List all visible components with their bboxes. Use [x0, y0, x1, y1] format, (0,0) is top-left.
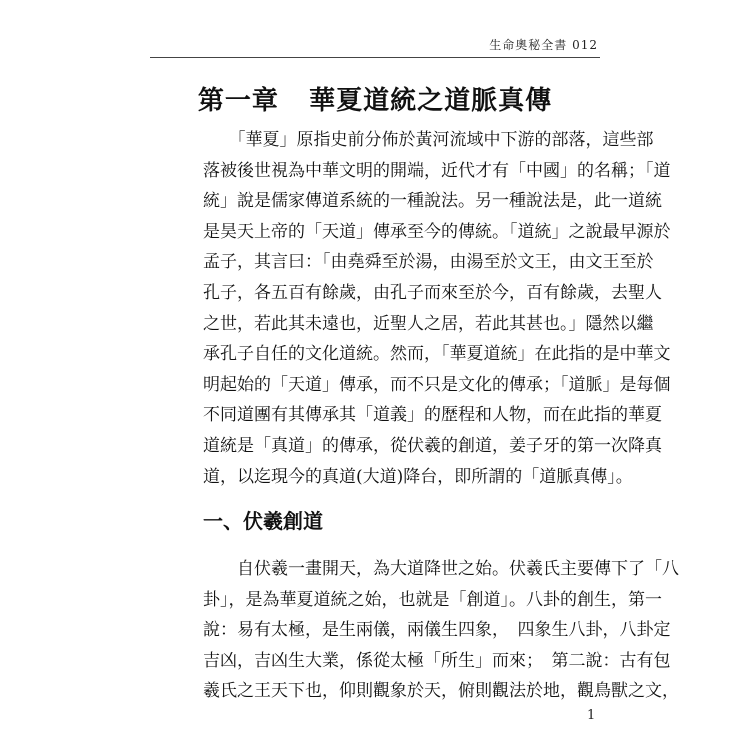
text-line: 「華夏」原指史前分佈於黃河流域中下游的部落，這些部 — [203, 130, 654, 150]
text-line: 吉凶，吉凶生大業，係從太極「所生」而來； 第二說：古有包 — [203, 650, 671, 671]
section-heading: 一、伏羲創道 — [203, 509, 323, 533]
text-line: 是昊天上帝的「天道」傳承至今的傳統。「道統」之說最早源於 — [203, 221, 671, 242]
text-line: 不同道團有其傳承其「道義」的歷程和人物，而在此指的華夏 — [203, 405, 662, 426]
text-line: 說：易有太極，是生兩儀，兩儀生四象， 四象生八卦，八卦定 — [203, 620, 671, 641]
page-number: 1 — [587, 708, 596, 723]
text-line: 落被後世視為中華文明的開端，近代才有「中國」的名稱；「道 — [203, 160, 671, 181]
text-line: 卦」，是為華夏道統之始，也就是「創道」。八卦的創生，第一 — [203, 589, 662, 610]
running-header: 生命奧秘全書 012 — [489, 38, 598, 52]
text-line: 明起始的「天道」傳承，而不只是文化的傳承；「道脈」是每個 — [203, 374, 671, 395]
text-line: 自伏羲一畫開天，為大道降世之始。伏羲氏主要傳下了「八 — [203, 559, 679, 579]
paragraph-intro — [203, 125, 671, 492]
text-line: 之世，若此其未遠也，近聖人之居，若此其甚也。」隱然以繼 — [203, 313, 654, 334]
text-line: 道，以迄現今的真道(大道)降台，即所謂的「道脈真傳」。 — [203, 466, 633, 487]
text-line: 道統是「真道」的傳承，從伏羲的創道，姜子牙的第一次降真 — [203, 435, 662, 456]
chapter-title: 第一章 華夏道統之道脈真傳 — [197, 86, 553, 116]
text-line: 羲氏之王天下也，仰則觀象於天，俯則觀法於地，觀鳥獸之文， — [203, 681, 679, 702]
paragraph-fuxi — [203, 554, 679, 707]
text-line: 孟子，其言曰：「由堯舜至於湯，由湯至於文王，由文王至於 — [203, 252, 654, 273]
text-line: 孔子，各五百有餘歲，由孔子而來至於今，百有餘歲，去聖人 — [203, 282, 662, 303]
text-line: 統」說是儒家傳道系統的一種說法。另一種說法是，此一道統 — [203, 191, 662, 212]
text-line: 承孔子自任的文化道統。然而，「華夏道統」在此指的是中華文 — [203, 344, 671, 365]
header-divider — [150, 57, 600, 58]
